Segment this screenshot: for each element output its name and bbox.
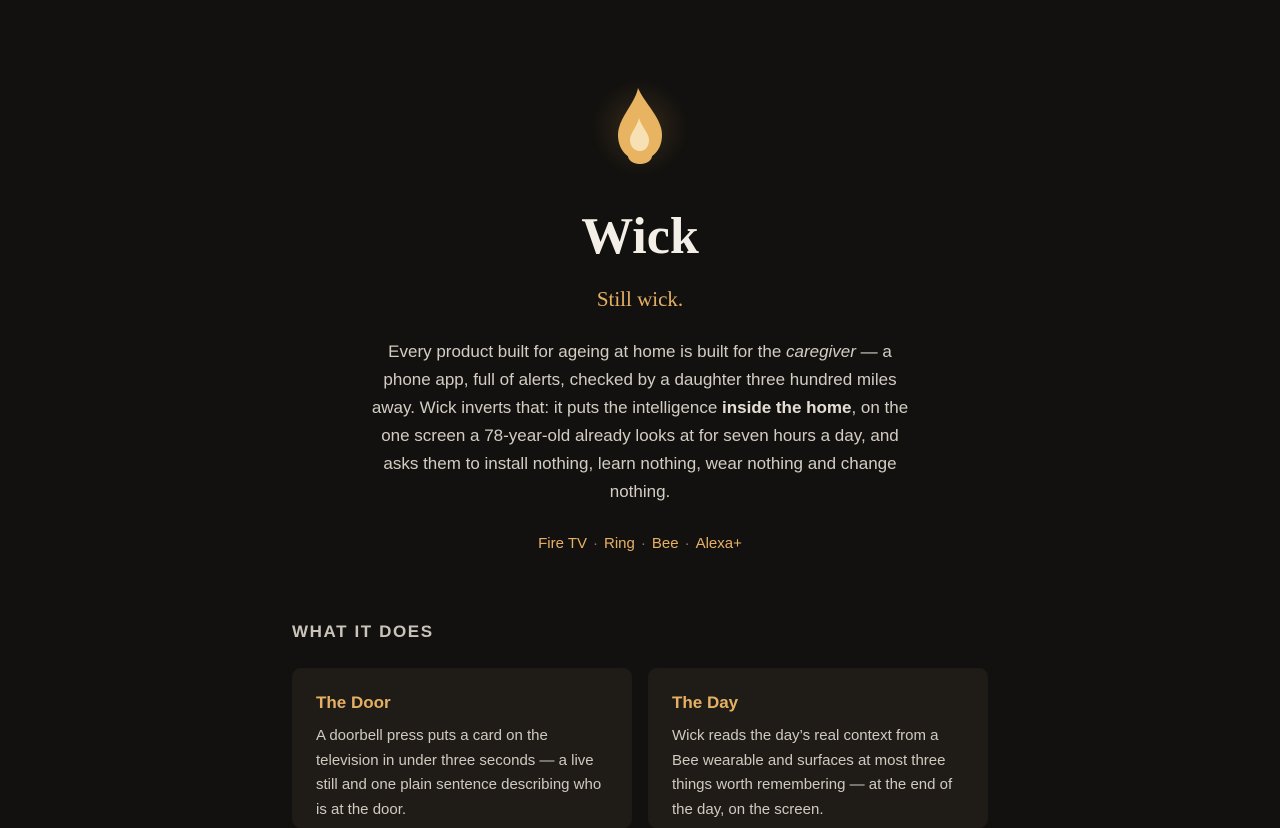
intro-emphasis: caregiver xyxy=(786,342,856,361)
platform-separator: · xyxy=(593,535,599,552)
feature-card-title: The Day xyxy=(672,693,739,712)
platform-fire-tv: Fire TV xyxy=(538,535,588,552)
feature-card-door xyxy=(292,668,632,828)
flame-icon xyxy=(608,84,672,172)
section-heading-what-it-does: WHAT IT DOES xyxy=(292,622,434,641)
feature-card-title: The Door xyxy=(316,693,391,712)
intro-paragraph xyxy=(368,338,912,506)
platform-ring: Ring xyxy=(604,535,635,552)
feature-card-body: A doorbell press puts a card on the television in under three seconds — a live still and one plain sentence describing who is at the door. xyxy=(316,727,602,818)
platform-bee: Bee xyxy=(651,535,679,552)
platform-alexa-plus: Alexa+ xyxy=(695,535,742,552)
intro-strong: inside the home xyxy=(722,398,852,417)
feature-card-day xyxy=(648,668,988,828)
platform-list xyxy=(0,533,1280,555)
platform-separator: · xyxy=(684,535,690,552)
platform-separator: · xyxy=(640,535,646,552)
intro-text: Every product built for ageing at home is built for the xyxy=(388,342,786,361)
app-title: Wick xyxy=(581,208,699,265)
intro-text: — a phone app, full of alerts, checked by a daughter three hundred miles away. Wick inverts that: it puts the intelligence xyxy=(371,342,897,417)
intro-text: , on the one screen a 78-year-old already looks at for seven hours a day, and asks them to install nothing, learn nothing, wear nothing and change nothing. xyxy=(381,398,909,501)
feature-card-body: Wick reads the day’s real context from a Bee wearable and surfaces at most three things worth remembering — at the end of the day, on the screen. xyxy=(672,727,953,818)
tagline: Still wick. xyxy=(596,287,684,311)
